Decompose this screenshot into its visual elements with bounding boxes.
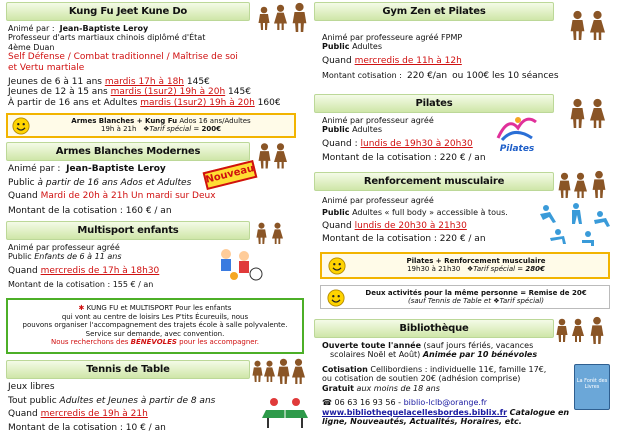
pilates-quand-label: Quand : bbox=[322, 138, 358, 149]
info-line5a: Nous recherchons des bbox=[50, 338, 129, 347]
biblio-ouverte-2: scolaires Noël et Août) bbox=[330, 350, 421, 360]
biblio-cotis-rest: Cellibordiens : individuelle 11€, famille 17€, bbox=[370, 364, 547, 374]
gym-anime: Animé par professeure agréé FPMP bbox=[322, 33, 463, 42]
biblio-ouverte-3: Animée par 10 bénévoles bbox=[422, 350, 538, 360]
multisport-public-label: Public bbox=[8, 252, 32, 262]
pilates-public-label: Public bbox=[322, 125, 350, 135]
biblio-ouverte-rest: (sauf jours fériés, vacances bbox=[421, 341, 534, 350]
pilates-montant: Montant de la cotisation : 220 € / an bbox=[322, 153, 486, 164]
tennis-jeux: Jeux libres bbox=[8, 382, 55, 392]
gym-montant-label: Montant cotisation : bbox=[322, 71, 402, 81]
biblio-web-2: ligne, Nouveautés, Actualités, Horaires, etc. bbox=[322, 417, 522, 427]
book-title: La Forêt des Livres bbox=[576, 378, 608, 390]
info-line5c: pour les accompagner. bbox=[179, 338, 260, 347]
renfo-public: Adultes « full body » accessible à tous. bbox=[352, 208, 508, 218]
adult-icon bbox=[292, 358, 305, 384]
biblio-title: Bibliothèque bbox=[399, 322, 469, 334]
gym-header bbox=[314, 2, 554, 21]
renfo-quand: lundis de 20h30 à 21h30 bbox=[354, 220, 467, 231]
kungfu-combo-time: 19h à 21h bbox=[101, 125, 137, 134]
armes-montant: Montant de la cotisation : 160 € / an bbox=[8, 205, 172, 216]
tennis-title: Tennis de Table bbox=[86, 363, 170, 375]
armes-body bbox=[8, 164, 308, 216]
pilates-header bbox=[314, 94, 554, 113]
pilates-anime: Animé par professeur agréé bbox=[322, 116, 434, 125]
smiley-icon bbox=[12, 117, 30, 135]
renfo-body bbox=[322, 196, 552, 245]
biblio-ouverte-label: Ouverte toute l'année bbox=[322, 341, 421, 350]
discount-box bbox=[320, 285, 610, 309]
biblio-mail[interactable]: biblio-lclb@orange.fr bbox=[403, 398, 488, 408]
adult-icon bbox=[277, 358, 290, 384]
multisport-quand-label: Quand bbox=[8, 265, 38, 276]
renfo-quand-label: Quand bbox=[322, 220, 352, 231]
child-icon bbox=[574, 172, 587, 198]
biblio-phone: 06 63 16 93 56 bbox=[334, 398, 396, 408]
book-icon bbox=[574, 364, 610, 410]
armes-public: à partir de 16 ans Ados et Adultes bbox=[37, 177, 192, 188]
kungfu-combo-sub: Ados 16 ans/Adultes bbox=[179, 117, 251, 125]
nouveau-badge: Nouveau bbox=[203, 160, 258, 190]
gym-montant-a: 220 €/an bbox=[407, 71, 448, 82]
discount-title: Deux activités pour la même personne = Remise de 20€ bbox=[365, 289, 587, 297]
adult-icon bbox=[590, 316, 604, 344]
multisport-body bbox=[8, 243, 228, 290]
child-icon bbox=[264, 360, 275, 382]
info-line4: Service sur demande, avec convention. bbox=[85, 329, 225, 338]
tennis-montant: Montant de la cotisation : 10 € / an bbox=[8, 422, 166, 433]
biblio-header bbox=[314, 319, 554, 338]
tennis-body bbox=[8, 382, 268, 433]
kungfu-combo-price: 200€ bbox=[201, 125, 221, 134]
gym-quand-label: Quand bbox=[322, 55, 352, 66]
renfo-combo-price-label: ❖Tarif spécial = bbox=[467, 265, 524, 274]
tennis-quand: mercredis de 19h à 21h bbox=[40, 409, 148, 420]
star-icon: ✱ bbox=[78, 304, 85, 312]
kungfu-teacher: Jean-Baptiste Leroy bbox=[59, 24, 149, 33]
pilates-logo-text: Pilates bbox=[499, 144, 535, 155]
adult-icon bbox=[590, 98, 605, 128]
armes-quand: Mardi de 20h à 21h Un mardi sur Deux bbox=[40, 191, 216, 202]
renfo-title: Renforcement musculaire bbox=[363, 175, 505, 187]
child-icon bbox=[252, 360, 263, 382]
kungfu-row: Jeunes de 6 à 11 ans mardis 17h à 18h 145€ bbox=[8, 76, 210, 87]
adult-icon bbox=[570, 98, 585, 128]
kungfu-combo-title: Armes Blanches + Kung Fu bbox=[71, 117, 178, 125]
kungfu-row: Jeunes de 12 à 15 ans mardis (1sur2) 19h à 20h 145€ bbox=[8, 87, 251, 98]
mail-separator: - bbox=[398, 398, 402, 408]
biblio-gratuit-rest: aux moins de 18 ans bbox=[356, 383, 440, 393]
armes-title: Armes Blanches Modernes bbox=[55, 145, 201, 157]
kungfu-body bbox=[8, 24, 308, 108]
phone-icon: ☎ bbox=[322, 398, 332, 408]
multisport-header bbox=[6, 221, 250, 240]
pilates-quand: lundis de 19h30 à 20h30 bbox=[360, 138, 473, 149]
smiley-icon bbox=[328, 257, 346, 275]
armes-header bbox=[6, 142, 250, 161]
info-box bbox=[6, 298, 304, 354]
child-icon bbox=[272, 222, 283, 244]
child-icon bbox=[556, 318, 568, 342]
tennis-public-a: Tout public bbox=[8, 395, 57, 406]
kungfu-combo-price-label: ❖Tarif spécial = bbox=[143, 125, 200, 134]
renfo-public-label: Public bbox=[322, 208, 350, 218]
smiley-icon bbox=[327, 289, 345, 307]
info-benevoles: BÉNÉVOLES bbox=[130, 338, 177, 347]
armes-teacher: Jean-Baptiste Leroy bbox=[66, 164, 166, 174]
adult-icon bbox=[592, 170, 606, 198]
biblio-cotis-2: ou cotisation de soutien 20€ (adhésion comprise) bbox=[322, 374, 521, 384]
kungfu-prof: Professeur d'arts martiaux chinois diplômé d'État bbox=[8, 33, 206, 43]
multisport-quand: mercredis de 17h à 18h30 bbox=[40, 265, 160, 276]
armes-quand-label: Quand bbox=[8, 191, 38, 202]
multisport-anime: Animé par professeur agréé bbox=[8, 243, 120, 252]
table-tennis-icon bbox=[262, 396, 308, 430]
gym-quand: mercredis de 11h à 12h bbox=[354, 55, 462, 66]
child-icon bbox=[558, 172, 571, 198]
kungfu-selfdefense: Self Défense / Combat traditionnel / Maîtrise de soi bbox=[8, 52, 238, 63]
kungfu-anime-label: Animé par : bbox=[8, 24, 55, 33]
info-line2: qui vont au centre de loisirs Les P'tits Écureuils, nous bbox=[61, 312, 249, 321]
discount-sub: (sauf Tennis de Table et ❖Tarif spécial) bbox=[408, 297, 544, 306]
gym-public: Adultes bbox=[352, 42, 382, 52]
renfo-montant: Montant de la cotisation : 220 € / an bbox=[322, 234, 486, 245]
child-icon bbox=[572, 318, 584, 342]
biblio-web-link[interactable]: www.bibliothequelacellesbordes.biblix.fr bbox=[322, 407, 508, 417]
kungfu-rank: 4ème Duan bbox=[8, 42, 55, 52]
biblio-cotis-label: Cotisation bbox=[322, 364, 368, 374]
pingpong-table-icon bbox=[262, 396, 308, 430]
kungfu-combo-box bbox=[6, 113, 296, 138]
info-line3: pouvons organiser l'accompagnement des trajets école à salle polyvalente. bbox=[22, 321, 288, 330]
child-icon bbox=[256, 222, 267, 244]
biblio-body bbox=[322, 341, 574, 427]
renfo-combo-box bbox=[320, 252, 610, 279]
renfo-combo-title: Pilates + Renforcement musculaire bbox=[406, 257, 546, 265]
renfo-header bbox=[314, 172, 554, 191]
renfo-anime: Animé par professeur agréé bbox=[322, 196, 434, 205]
multisport-title: Multisport enfants bbox=[77, 224, 179, 236]
biblio-web-tail: Catalogue en bbox=[509, 407, 570, 417]
kungfu-title: Kung Fu Jeet Kune Do bbox=[68, 5, 188, 17]
kungfu-row: À partir de 16 ans et Adultes mardis (1sur2) 19h à 20h 160€ bbox=[8, 97, 281, 108]
multisport-montant: Montant de la cotisation : 155 € / an bbox=[8, 280, 154, 290]
armes-public-label: Public bbox=[8, 177, 35, 188]
tennis-header bbox=[6, 360, 250, 379]
gym-body bbox=[322, 33, 618, 82]
armes-anime-label: Animé par : bbox=[8, 164, 61, 174]
info-line1: KUNG FU et MULTISPORT Pour les enfants bbox=[86, 304, 232, 312]
pilates-title: Pilates bbox=[415, 97, 453, 109]
multisport-public: Enfants de 6 à 11 ans bbox=[34, 252, 122, 262]
pilates-body bbox=[322, 116, 502, 164]
tennis-public-b: Adultes et Jeunes à partir de 8 ans bbox=[59, 395, 216, 406]
gym-public-label: Public bbox=[322, 42, 350, 52]
kungfu-martial: et Vertu martiale bbox=[8, 62, 85, 73]
pilates-public: Adultes bbox=[352, 125, 382, 135]
gym-montant-b: ou 100€ les 10 séances bbox=[452, 71, 559, 82]
tennis-quand-label: Quand bbox=[8, 409, 38, 420]
gym-title: Gym Zen et Pilates bbox=[382, 5, 486, 17]
biblio-gratuit: Gratuit bbox=[322, 383, 354, 393]
kungfu-header bbox=[6, 2, 250, 21]
renfo-combo-time: 19h30 à 21h30 bbox=[407, 265, 461, 274]
renfo-combo-price: 280€ bbox=[525, 265, 545, 274]
